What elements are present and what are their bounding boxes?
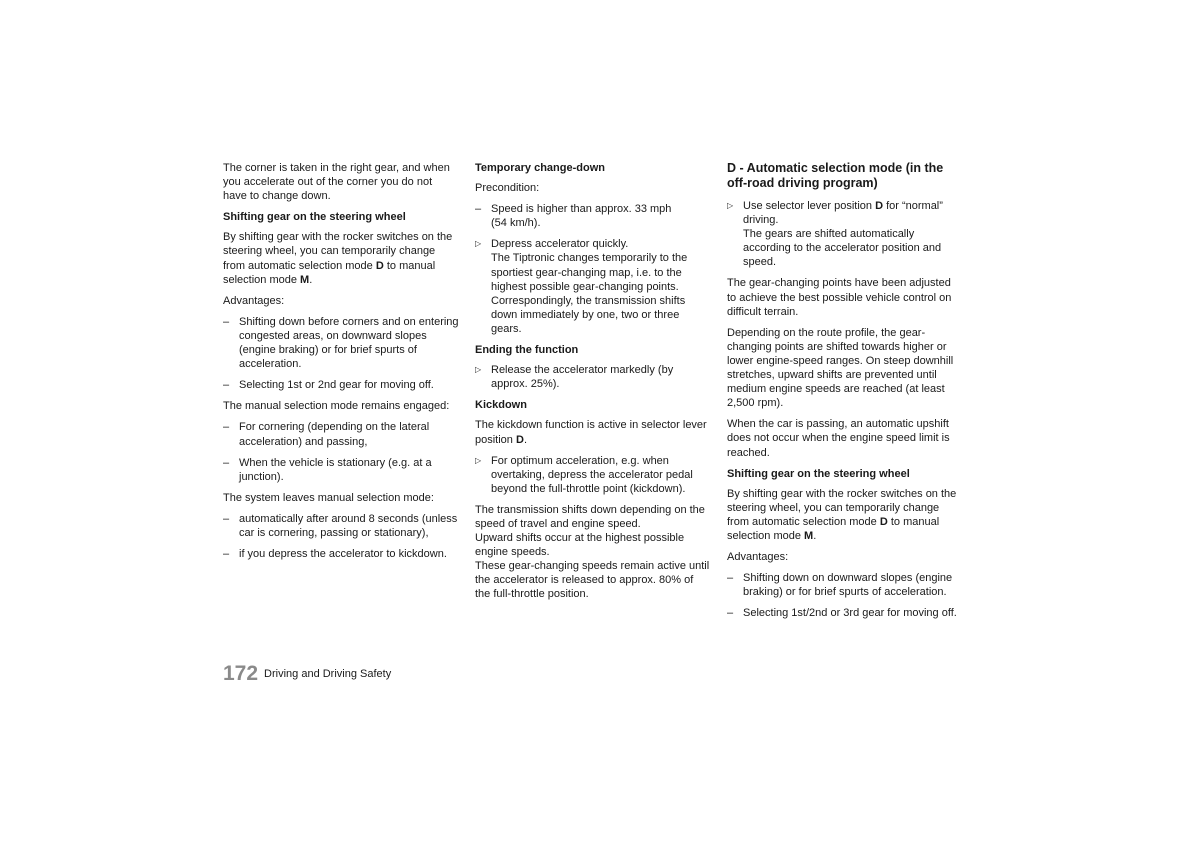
advantages-label: Advantages: <box>223 294 285 307</box>
section-heading-large: D - Automatic selection mode (in the off-road driving program) <box>727 161 944 190</box>
passing-paragraph: When the car is passing, an automatic upshift does not occur when the engine speed limit is reached. <box>727 418 950 459</box>
list-item-text: (54 km/h). <box>491 217 541 230</box>
text-run: . <box>813 529 817 542</box>
text-run: Upward shifts occur at the highest possible engine speeds. <box>475 532 685 559</box>
instruction-step <box>475 363 711 391</box>
text-run: The kickdown function is active in selector lever position <box>475 419 707 446</box>
text-run: to manual selection mode <box>223 259 436 286</box>
list-item <box>223 420 459 448</box>
page-number: 172 <box>223 662 259 685</box>
list-item <box>223 456 459 484</box>
text-run: Use selector lever position <box>743 200 876 212</box>
triangle-bullet-icon: ▷ <box>475 455 482 465</box>
step-text: Depress accelerator quickly. <box>491 238 629 251</box>
shift-paragraph <box>727 487 963 543</box>
text-run: to manual selection mode <box>727 515 940 542</box>
dash-marker: – <box>223 421 230 434</box>
mode-m-label: M <box>300 273 310 286</box>
list-item-text: For cornering (depending on the lateral acceleration) and passing, <box>239 421 430 448</box>
list-item-text: Speed is higher than approx. 33 mph <box>491 203 672 216</box>
text-run: By shifting gear with the rocker switches on the steering wheel, you can temporarily change from automatic selection mode <box>727 487 957 528</box>
list-item-text: Selecting 1st or 2nd gear for moving off. <box>239 379 434 392</box>
text-run: The transmission shifts down depending on the speed of travel and engine speed. <box>475 503 705 530</box>
section-heading: Kickdown <box>475 399 527 412</box>
list-item <box>727 571 963 599</box>
column-left <box>223 161 459 568</box>
step-text: Release the accelerator markedly (by approx. 25%). <box>491 364 674 391</box>
instruction-step <box>727 199 963 269</box>
dash-marker: – <box>223 548 230 561</box>
dash-marker: – <box>727 572 734 585</box>
page-footer <box>223 662 391 686</box>
step-text: For optimum acceleration, e.g. when overtaking, depress the accelerator pedal beyond the full-throttle point (kickdown). <box>491 454 693 495</box>
dash-marker: – <box>223 315 230 328</box>
mode-m-label: M <box>804 529 814 542</box>
step-detail: The gears are shifted automatically according to the accelerator position and speed. <box>743 228 942 269</box>
triangle-bullet-icon: ▷ <box>475 239 482 249</box>
intro-paragraph: The corner is taken in the right gear, and when you accelerate out of the corner you do not have to change down. <box>223 162 450 203</box>
dash-marker: – <box>727 607 734 620</box>
instruction-step <box>475 454 711 496</box>
leaves-label: The system leaves manual selection mode: <box>223 491 434 504</box>
text-run: By shifting gear with the rocker switches on the steering wheel, you can temporarily change from automatic selection mode <box>223 231 453 272</box>
text-run: . <box>309 273 313 286</box>
text-run: These gear-changing speeds remain active until the accelerator is released to approx. 80% of the full-throttle position. <box>475 560 710 601</box>
triangle-bullet-icon: ▷ <box>475 365 482 375</box>
section-heading: Shifting gear on the steering wheel <box>727 467 910 480</box>
list-item <box>223 378 459 392</box>
instruction-step <box>475 237 711 336</box>
list-item-text: Selecting 1st/2nd or 3rd gear for moving off. <box>743 607 957 620</box>
dash-marker: – <box>223 512 230 525</box>
list-item <box>475 202 711 230</box>
list-item <box>223 512 459 540</box>
text-run: for “normal” driving. <box>743 200 943 227</box>
transmission-paragraph <box>475 503 711 602</box>
step-detail: The Tiptronic changes temporarily to the sportiest gear-changing map, i.e. to the highest possible gear-changing points. Correspondingly, the transmission shifts down immediately by one, two or three gears. <box>491 252 688 335</box>
points-paragraph: The gear-changing points have been adjusted to achieve the best possible vehicle control on difficult terrain. <box>727 277 952 318</box>
list-item-text: When the vehicle is stationary (e.g. at a junction). <box>239 456 432 483</box>
list-item-text: Shifting down on downward slopes (engine braking) or for brief spurts of acceleration. <box>743 572 953 599</box>
dash-marker: – <box>475 203 482 216</box>
list-item <box>223 547 459 561</box>
kickdown-paragraph <box>475 418 711 446</box>
advantages-label: Advantages: <box>727 551 789 564</box>
list-item-text: if you depress the accelerator to kickdown. <box>239 548 447 561</box>
list-item <box>727 606 963 620</box>
section-heading: Shifting gear on the steering wheel <box>223 211 406 224</box>
precondition-label: Precondition: <box>475 182 540 195</box>
list-item-text: automatically after around 8 seconds (unless car is cornering, passing or stationary), <box>239 512 458 539</box>
remains-label: The manual selection mode remains engaged: <box>223 400 450 413</box>
text-run: . <box>523 433 527 446</box>
mode-d-label: D <box>879 515 888 528</box>
mode-d-label: D <box>515 433 524 446</box>
column-right <box>727 161 963 627</box>
dash-marker: – <box>223 456 230 469</box>
mode-d-label: D <box>875 200 884 212</box>
dash-marker: – <box>223 379 230 392</box>
list-item-text: Shifting down before corners and on entering congested areas, on downward slopes (engine braking) or for brief spurts of acceleration. <box>239 315 459 371</box>
section-heading: Ending the function <box>475 344 579 357</box>
section-heading: Temporary change-down <box>475 162 605 174</box>
triangle-bullet-icon: ▷ <box>727 201 734 210</box>
mode-d-label: D <box>375 259 384 272</box>
column-middle <box>475 161 711 609</box>
shift-paragraph <box>223 230 459 286</box>
list-item <box>223 315 459 371</box>
section-name: Driving and Driving Safety <box>264 668 392 680</box>
route-paragraph: Depending on the route profile, the gear-changing points are shifted towards higher or lower engine-speed ranges. On steep downhill stretches, upward shifts are prevented until medium engine speeds are reached (at least 2,500 rpm). <box>727 326 954 410</box>
